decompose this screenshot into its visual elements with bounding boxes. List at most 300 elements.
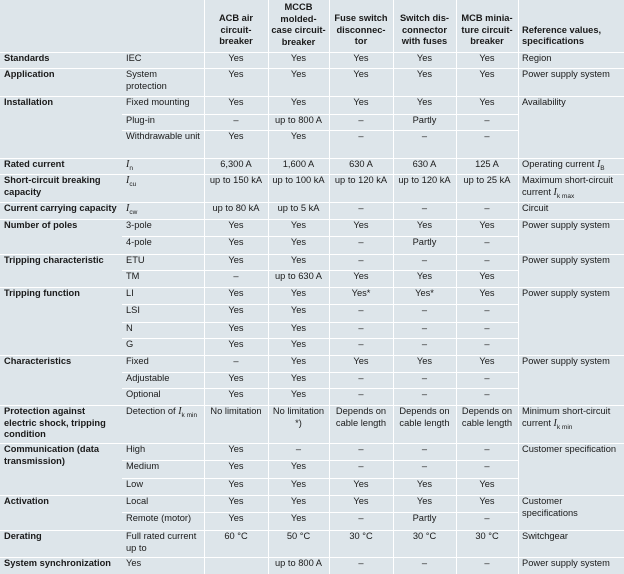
row-divider — [0, 202, 518, 203]
table-row — [0, 388, 624, 405]
column-header-line: connector — [402, 24, 447, 35]
parameter-label: Protection against electric shock, tripping condition — [4, 406, 106, 440]
value-cell: – — [358, 203, 364, 213]
value-cell: Yes — [479, 97, 495, 107]
parameter-label — [0, 236, 122, 254]
value-cell: Yes — [228, 288, 244, 298]
specification-label: N — [126, 323, 133, 333]
value-cell: up to 630 A — [274, 271, 323, 281]
value-cell: Yes — [290, 373, 307, 383]
value-cell: – — [421, 373, 428, 383]
table-row — [0, 287, 624, 304]
value-cell: Yes — [416, 271, 433, 281]
value-cell: – — [233, 115, 239, 125]
value-cell: – — [484, 339, 490, 349]
value-cell: up to 5 kA — [277, 203, 320, 213]
column-header — [204, 0, 268, 52]
reference-value — [518, 236, 624, 254]
reference-value: Region — [522, 53, 552, 63]
value-cell: – — [358, 255, 364, 265]
specification-label: Plug-in — [126, 115, 155, 125]
reference-value — [518, 322, 624, 338]
value-cell: Yes — [353, 220, 369, 230]
parameter-label — [0, 270, 122, 287]
value-cell: – — [484, 131, 490, 141]
table-row — [0, 355, 624, 372]
value-cell: – — [421, 444, 428, 454]
row-divider — [518, 405, 624, 406]
value-cell: – — [484, 255, 490, 265]
value-cell: – — [421, 339, 428, 349]
column-header-line: MCCB — [284, 2, 313, 12]
column-header-line: with fuses — [401, 36, 448, 47]
row-divider — [0, 405, 518, 406]
value-cell: – — [421, 461, 428, 471]
value-cell: No limitation *) — [272, 406, 325, 428]
specification-label: $I_{cu}$ — [126, 175, 137, 188]
value-cell: – — [484, 558, 490, 568]
value-cell: – — [421, 323, 428, 333]
value-cell: Depends on cable length — [335, 406, 387, 428]
table-row — [0, 96, 624, 114]
value-cell: Yes — [228, 373, 244, 383]
specification-label: $I_{cw}$ — [126, 203, 138, 216]
row-divider — [122, 114, 518, 115]
value-cell: Yes — [416, 220, 433, 230]
row-divider — [518, 355, 624, 356]
row-divider — [0, 557, 518, 558]
value-cell: – — [233, 356, 239, 366]
value-cell: Yes — [290, 220, 307, 230]
table-row — [0, 52, 624, 68]
column-header-line: breaker — [219, 36, 253, 47]
parameter-label — [0, 388, 122, 405]
value-cell: Yes — [228, 53, 244, 63]
parameter-label: Tripping function — [4, 288, 80, 298]
reference-value — [518, 304, 624, 322]
reference-value: Power supply system — [522, 356, 610, 366]
parameter-label: System synchronization — [4, 558, 111, 568]
specification-label: Fixed mounting — [126, 97, 190, 107]
value-cell: 30 °C — [349, 531, 373, 541]
value-cell: Yes — [228, 461, 244, 471]
row-divider — [122, 372, 518, 373]
value-cell: 125 A — [475, 159, 499, 169]
table-row — [0, 322, 624, 338]
value-cell: Yes — [228, 496, 244, 506]
value-cell: Yes — [290, 496, 307, 506]
column-header-line: specifications — [522, 36, 585, 47]
value-cell — [204, 557, 268, 574]
table-row — [0, 174, 624, 202]
reference-value: Availability — [522, 97, 566, 107]
table-row — [0, 304, 624, 322]
specification-label: Remote (motor) — [126, 513, 192, 523]
table-row — [0, 254, 624, 270]
row-divider — [122, 338, 518, 339]
value-cell: Yes — [228, 444, 244, 454]
reference-value — [518, 114, 624, 130]
value-cell: – — [358, 461, 364, 471]
table-row — [0, 219, 624, 236]
value-cell: Yes* — [351, 288, 371, 298]
value-cell: – — [295, 444, 302, 454]
row-divider — [0, 68, 518, 69]
value-cell: – — [484, 305, 490, 315]
reference-value — [518, 270, 624, 287]
reference-value: Power supply system — [522, 69, 610, 79]
parameter-label: Current carrying capacity — [4, 203, 117, 213]
value-cell: Yes — [228, 220, 244, 230]
column-header — [393, 0, 456, 52]
column-header-line: circuit- — [220, 24, 252, 35]
value-cell: – — [358, 389, 364, 399]
value-cell: Yes — [416, 53, 433, 63]
parameter-label — [0, 460, 122, 478]
reference-value — [518, 460, 624, 478]
column-divider — [518, 0, 519, 574]
parameter-label — [0, 304, 122, 322]
value-cell: 30 °C — [475, 531, 499, 541]
value-cell: – — [358, 115, 364, 125]
value-cell: Yes — [479, 271, 495, 281]
row-divider — [518, 174, 624, 175]
reference-value — [518, 478, 624, 495]
table-row — [0, 405, 624, 443]
row-divider — [122, 304, 518, 305]
column-header-line: Switch dis- — [399, 13, 450, 24]
value-cell: up to 800 A — [274, 558, 323, 568]
value-cell: – — [484, 115, 490, 125]
column-header — [329, 0, 393, 52]
reference-value: Power supply system — [522, 255, 610, 265]
value-cell: Yes — [290, 131, 307, 141]
row-divider — [122, 236, 518, 237]
value-cell: – — [421, 389, 428, 399]
reference-value: Switchgear — [522, 531, 568, 541]
value-cell: up to 100 kA — [272, 175, 325, 185]
value-cell: Yes — [228, 305, 244, 315]
row-divider — [0, 174, 518, 175]
value-cell: Yes — [479, 53, 495, 63]
value-cell: Yes — [353, 496, 369, 506]
column-header-line: case circuit- — [271, 25, 326, 36]
reference-value: Customer specifications — [522, 496, 578, 518]
value-cell: – — [358, 323, 364, 333]
row-divider — [518, 202, 624, 203]
value-cell: Yes — [290, 389, 307, 399]
reference-value: Minimum short-circuit current $I_{k min}$ — [522, 406, 611, 431]
parameter-label: Derating — [4, 531, 42, 541]
parameter-label — [0, 372, 122, 388]
specification-label: ETU — [126, 255, 145, 265]
value-cell: Yes — [416, 356, 433, 366]
table-row — [0, 372, 624, 388]
value-cell: No limitation — [210, 406, 262, 416]
reference-value — [518, 372, 624, 388]
value-cell: – — [233, 271, 239, 281]
column-header-line: MCB minia- — [461, 13, 513, 24]
row-divider — [518, 287, 624, 288]
column-header-line: breaker — [470, 36, 504, 47]
value-cell: 60 °C — [224, 531, 248, 541]
value-cell: – — [358, 513, 364, 523]
specification-label: Withdrawable unit — [126, 131, 200, 141]
table-row — [0, 202, 624, 219]
value-cell: – — [484, 203, 490, 213]
specification-label: Detection of $I_{k min}$ — [126, 406, 198, 419]
value-cell: 30 °C — [412, 531, 437, 541]
value-cell: – — [358, 131, 364, 141]
value-cell: Yes — [228, 479, 244, 489]
header-row — [0, 0, 624, 52]
value-cell: – — [421, 203, 428, 213]
specification-label: High — [126, 444, 146, 454]
row-divider — [518, 68, 624, 69]
parameter-label: Activation — [4, 496, 49, 506]
row-divider — [518, 557, 624, 558]
table-row — [0, 460, 624, 478]
row-divider — [518, 158, 624, 159]
value-cell: Yes — [290, 255, 307, 265]
table-row — [0, 130, 624, 158]
specification-label: Full rated current up to — [126, 531, 197, 553]
value-cell: – — [358, 373, 364, 383]
value-cell: Yes — [416, 69, 433, 79]
reference-value: Power supply system — [522, 288, 610, 298]
value-cell: Yes — [353, 271, 369, 281]
row-divider — [0, 495, 518, 496]
value-cell: – — [358, 339, 364, 349]
row-divider — [0, 158, 518, 159]
parameter-label — [0, 512, 122, 530]
value-cell: Depends on cable length — [461, 406, 513, 428]
reference-value — [518, 388, 624, 405]
value-cell: – — [484, 461, 490, 471]
value-cell: Yes — [479, 220, 495, 230]
parameter-label — [0, 114, 122, 130]
table-row — [0, 114, 624, 130]
value-cell: – — [358, 558, 364, 568]
row-divider — [122, 478, 518, 479]
specification-label: Low — [126, 479, 144, 489]
row-divider — [518, 530, 624, 531]
value-cell: – — [421, 255, 428, 265]
value-cell: Yes — [290, 288, 307, 298]
value-cell: Yes — [416, 97, 433, 107]
column-header-line: ACB air — [218, 13, 254, 24]
parameter-label: Characteristics — [4, 356, 72, 366]
value-cell: up to 120 kA — [334, 175, 388, 185]
reference-value: Operating current $I_B$ — [522, 159, 605, 172]
row-divider — [122, 388, 518, 389]
column-header — [456, 0, 518, 52]
column-header-line: Fuse switch — [334, 13, 388, 24]
row-divider — [518, 254, 624, 255]
value-cell: – — [421, 558, 428, 568]
value-cell: – — [484, 389, 490, 399]
row-divider — [0, 254, 518, 255]
value-cell: Partly — [412, 237, 437, 247]
specification-label: Optional — [126, 389, 161, 399]
value-cell: Yes — [290, 339, 307, 349]
table-row — [0, 338, 624, 355]
value-cell: Yes — [479, 356, 495, 366]
table-row — [0, 557, 624, 574]
row-divider — [0, 219, 518, 220]
specification-label: 3-pole — [126, 220, 152, 230]
reference-value: Circuit — [522, 203, 549, 213]
row-divider — [518, 219, 624, 220]
row-divider — [0, 443, 518, 444]
parameter-label: Standards — [4, 53, 50, 63]
value-cell: 6,300 A — [220, 159, 252, 169]
column-header-line: breaker — [281, 36, 316, 47]
value-cell: Yes — [290, 53, 307, 63]
value-cell: Yes — [228, 97, 244, 107]
column-header-line: tor — [354, 36, 368, 47]
reference-value — [518, 512, 624, 530]
value-cell: Yes* — [415, 288, 434, 298]
value-cell: Yes — [290, 479, 307, 489]
value-cell: 1,600 A — [282, 159, 315, 169]
row-divider — [0, 52, 518, 53]
value-cell: – — [484, 237, 490, 247]
value-cell: Yes — [479, 288, 495, 298]
parameter-label — [0, 478, 122, 495]
specification-label: Adjustable — [126, 373, 170, 383]
value-cell: Yes — [228, 237, 244, 247]
value-cell: up to 150 kA — [209, 175, 263, 185]
specification-label: G — [126, 339, 134, 349]
value-cell: Partly — [412, 115, 437, 125]
value-cell: Yes — [290, 356, 307, 366]
value-cell: – — [358, 305, 364, 315]
value-cell: – — [421, 305, 428, 315]
column-divider — [204, 0, 205, 574]
reference-value: Power supply system — [522, 558, 610, 568]
column-header — [268, 0, 329, 52]
value-cell: Partly — [412, 513, 437, 523]
value-cell: Yes — [353, 69, 369, 79]
table-row — [0, 530, 624, 557]
row-divider — [518, 443, 624, 444]
value-cell: Yes — [290, 305, 307, 315]
value-cell: Yes — [290, 69, 307, 79]
parameter-label: Application — [4, 69, 55, 79]
column-header-line: disconnec- — [336, 24, 386, 35]
value-cell: up to 25 kA — [463, 175, 511, 185]
value-cell: – — [358, 444, 364, 454]
specification-label: TM — [126, 271, 140, 281]
specification-label: Local — [126, 496, 149, 506]
value-cell: Yes — [228, 255, 244, 265]
reference-value: Power supply system — [522, 220, 610, 230]
specification-label: Yes — [126, 558, 142, 568]
row-divider — [518, 495, 624, 496]
value-cell: Yes — [479, 479, 495, 489]
value-cell: Yes — [228, 513, 244, 523]
table-row — [0, 478, 624, 495]
reference-value — [518, 338, 624, 355]
table-row — [0, 270, 624, 287]
table-row — [0, 236, 624, 254]
value-cell: up to 800 A — [274, 115, 323, 125]
column-header-line: Reference values, — [522, 24, 602, 35]
value-cell: 630 A — [412, 159, 437, 169]
column-divider — [268, 0, 269, 574]
value-cell: 50 °C — [286, 531, 311, 541]
value-cell: Yes — [228, 131, 244, 141]
parameter-label — [0, 338, 122, 355]
table-row — [0, 158, 624, 174]
value-cell: up to 80 kA — [212, 203, 260, 213]
value-cell: up to 120 kA — [398, 175, 451, 185]
row-divider — [122, 130, 518, 131]
value-cell: Yes — [479, 496, 495, 506]
row-divider — [122, 512, 518, 513]
column-header-line: molded- — [280, 13, 317, 24]
value-cell: Yes — [290, 461, 307, 471]
value-cell: 630 A — [349, 159, 373, 169]
specification-label: 4-pole — [126, 237, 152, 247]
value-cell: Yes — [416, 496, 433, 506]
row-divider — [518, 52, 624, 53]
value-cell: Yes — [416, 479, 433, 489]
parameter-label: Short-circuit breaking capacity — [4, 175, 101, 197]
value-cell: Yes — [290, 97, 307, 107]
value-cell: Yes — [228, 389, 244, 399]
value-cell: – — [358, 237, 364, 247]
value-cell: – — [484, 373, 490, 383]
table-row — [0, 512, 624, 530]
value-cell: – — [484, 513, 490, 523]
value-cell: Yes — [290, 323, 307, 333]
specification-label: LSI — [126, 305, 140, 315]
value-cell: Yes — [228, 69, 244, 79]
value-cell: Yes — [228, 323, 244, 333]
parameter-label: Number of poles — [4, 220, 78, 230]
column-divider — [456, 0, 457, 574]
column-header-line: ture circuit- — [461, 24, 513, 35]
table-row — [0, 68, 624, 96]
row-divider — [518, 96, 624, 97]
value-cell: Yes — [228, 339, 244, 349]
reference-value: Maximum short-circuit current $I_{k max}$ — [522, 175, 613, 200]
parameter-label: Tripping characteristic — [4, 255, 104, 265]
row-divider — [122, 270, 518, 271]
parameter-label: Rated current — [4, 159, 65, 169]
value-cell: – — [484, 323, 490, 333]
row-divider — [0, 96, 518, 97]
specification-label: Medium — [126, 461, 160, 471]
value-cell: Yes — [479, 69, 495, 79]
value-cell: Yes — [290, 513, 307, 523]
reference-value — [518, 130, 624, 158]
parameter-label — [0, 130, 122, 158]
value-cell: Yes — [290, 237, 307, 247]
column-header — [518, 0, 624, 52]
row-divider — [122, 322, 518, 323]
specification-label: $I_n$ — [126, 159, 133, 172]
row-divider — [0, 287, 518, 288]
parameter-label: Communication (data transmission) — [4, 444, 100, 466]
value-cell: Depends on cable length — [399, 406, 450, 428]
row-divider — [122, 460, 518, 461]
reference-value: Customer specification — [522, 444, 617, 454]
value-cell: Yes — [353, 479, 369, 489]
value-cell: Yes — [353, 53, 369, 63]
